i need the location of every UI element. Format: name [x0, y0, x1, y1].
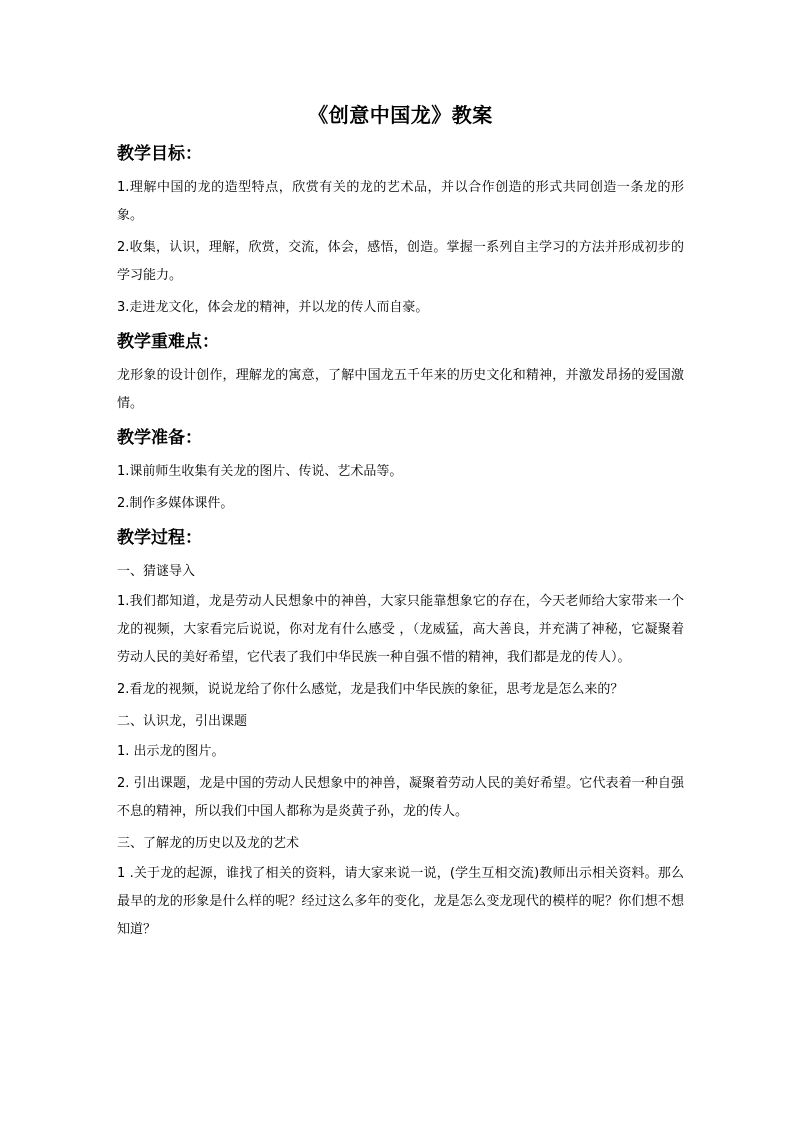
process-part2-item-2: 2. 引出课题，龙是中国的劳动人民想象中的神兽，凝聚着劳动人民的美好希望。它代表着一种自强不息的精神，所以我们中国人都称为是炎黄子孙，龙的传人。 — [117, 776, 684, 819]
process-part1-item-1: 1.我们都知道，龙是劳动人民想象中的神兽，大家只能靠想象它的存在，今天老师给大家带来一个龙的视频，大家看完后说说，你对龙有什么感受 ，（龙威猛，高大善良，并充满了神秘，它凝聚着劳动人民的美好希望，它代表了我们中华民族一种自强不惜的精神，我们都是龙的传人）。 — [117, 594, 684, 665]
process-part3-title: 三、了解龙的历史以及龙的艺术 — [117, 836, 300, 851]
preparation-item-1: 1.课前师生收集有关龙的图片、传说、艺术品等。 — [117, 464, 403, 479]
goal-item-3: 3.走进龙文化，体会龙的精神，并以龙的传人而自豪。 — [117, 300, 429, 315]
process-part1-item-2: 2.看龙的视频，说说龙给了你什么感觉，龙是我们中华民族的象征，思考龙是怎么来的？ — [117, 682, 624, 697]
process-part3-item-1: 1 .关于龙的起源，谁找了相关的资料，请大家来说一说，(学生互相交流)教师出示相关资料。那么最早的龙的形象是什么样的呢？经过这么多年的变化，龙是怎么变龙现代的模样的呢？你们想不想知道？ — [117, 866, 684, 937]
section-preparation — [117, 426, 684, 518]
section-teaching-goals — [117, 142, 684, 322]
section-key-points — [117, 330, 684, 418]
goal-item-1: 1.理解中国的龙的造型特点，欣赏有关的龙的艺术品，并以合作创造的形式共同创造一条龙的形象。 — [117, 180, 684, 223]
key-points-text: 龙形象的设计创作，理解龙的寓意，了解中国龙五千年来的历史文化和精神，并激发昂扬的爱国激情。 — [117, 368, 684, 411]
section-heading-process: 教学过程： — [117, 528, 202, 548]
section-heading-preparation: 教学准备： — [117, 428, 202, 448]
section-heading-goals: 教学目标： — [117, 144, 202, 164]
goal-item-2: 2.收集，认识，理解，欣赏，交流，体会，感悟，创造。掌握一系列自主学习的方法并形成初步的学习能力。 — [117, 240, 684, 283]
process-part1-title: 一、猜谜导入 — [117, 564, 196, 579]
preparation-item-2: 2.制作多媒体课件。 — [117, 496, 234, 511]
process-part2-item-1: 1. 出示龙的图片。 — [117, 744, 225, 759]
section-process — [117, 526, 684, 944]
process-part2-title: 二、认识龙，引出课题 — [117, 714, 248, 729]
section-heading-key-points: 教学重难点： — [117, 332, 219, 352]
document-title: 《创意中国龙》教案 — [308, 103, 493, 127]
